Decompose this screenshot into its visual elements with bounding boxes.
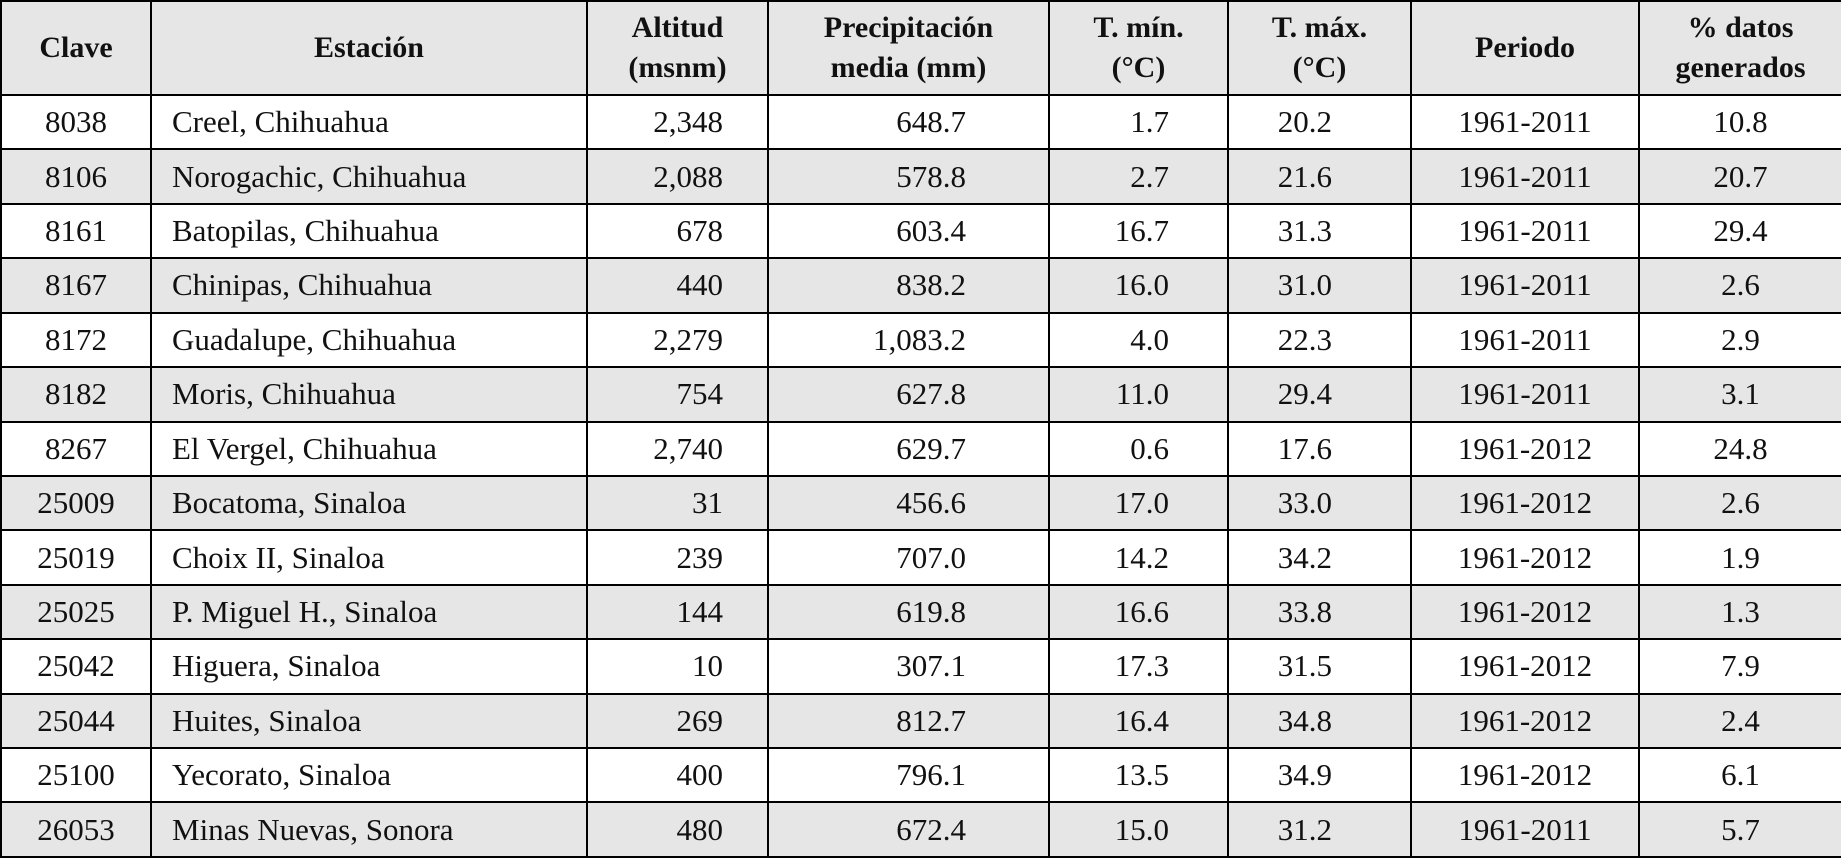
cell-estacion: Norogachic, Chihuahua — [151, 149, 587, 203]
cell-tmax: 34.9 — [1228, 748, 1411, 802]
cell-estacion: Yecorato, Sinaloa — [151, 748, 587, 802]
header-precipitacion: Precipitación media (mm) — [768, 1, 1049, 95]
cell-precipitacion: 578.8 — [768, 149, 1049, 203]
cell-tmax: 34.8 — [1228, 694, 1411, 748]
cell-estacion: Chinipas, Chihuahua — [151, 258, 587, 312]
table-header — [1, 1, 1841, 95]
cell-tmin: 13.5 — [1049, 748, 1228, 802]
cell-precipitacion: 627.8 — [768, 367, 1049, 421]
cell-tmax: 33.8 — [1228, 585, 1411, 639]
cell-altitud: 2,279 — [587, 313, 768, 367]
cell-clave: 8167 — [1, 258, 151, 312]
cell-estacion: P. Miguel H., Sinaloa — [151, 585, 587, 639]
cell-periodo: 1961-2012 — [1411, 694, 1639, 748]
cell-datos-generados: 3.1 — [1639, 367, 1841, 421]
cell-datos-generados: 29.4 — [1639, 204, 1841, 258]
cell-altitud: 2,740 — [587, 422, 768, 476]
table-row — [1, 639, 1841, 693]
cell-tmin: 2.7 — [1049, 149, 1228, 203]
cell-tmin: 16.0 — [1049, 258, 1228, 312]
cell-datos-generados: 1.9 — [1639, 530, 1841, 584]
cell-altitud: 480 — [587, 802, 768, 857]
cell-estacion: Huites, Sinaloa — [151, 694, 587, 748]
cell-clave: 26053 — [1, 802, 151, 857]
cell-altitud: 754 — [587, 367, 768, 421]
cell-clave: 8172 — [1, 313, 151, 367]
cell-estacion: Bocatoma, Sinaloa — [151, 476, 587, 530]
cell-precipitacion: 838.2 — [768, 258, 1049, 312]
table-row — [1, 313, 1841, 367]
cell-precipitacion: 796.1 — [768, 748, 1049, 802]
table-row — [1, 530, 1841, 584]
cell-altitud: 400 — [587, 748, 768, 802]
cell-estacion: Creel, Chihuahua — [151, 95, 587, 149]
header-clave: Clave — [1, 1, 151, 95]
table-row — [1, 258, 1841, 312]
cell-tmax: 31.3 — [1228, 204, 1411, 258]
table-row — [1, 476, 1841, 530]
cell-altitud: 2,088 — [587, 149, 768, 203]
cell-tmin: 11.0 — [1049, 367, 1228, 421]
header-periodo: Periodo — [1411, 1, 1639, 95]
cell-periodo: 1961-2012 — [1411, 530, 1639, 584]
cell-clave: 8267 — [1, 422, 151, 476]
table-row — [1, 802, 1841, 857]
header-estacion: Estación — [151, 1, 587, 95]
cell-datos-generados: 20.7 — [1639, 149, 1841, 203]
cell-altitud: 678 — [587, 204, 768, 258]
header-altitud: Altitud (msnm) — [587, 1, 768, 95]
cell-periodo: 1961-2012 — [1411, 422, 1639, 476]
cell-clave: 8038 — [1, 95, 151, 149]
cell-estacion: Batopilas, Chihuahua — [151, 204, 587, 258]
table-row — [1, 585, 1841, 639]
table-row — [1, 149, 1841, 203]
cell-clave: 25025 — [1, 585, 151, 639]
cell-clave: 25044 — [1, 694, 151, 748]
cell-altitud: 269 — [587, 694, 768, 748]
cell-tmax: 22.3 — [1228, 313, 1411, 367]
cell-tmax: 34.2 — [1228, 530, 1411, 584]
cell-datos-generados: 2.6 — [1639, 476, 1841, 530]
header-tmax: T. máx. (°C) — [1228, 1, 1411, 95]
cell-tmin: 16.4 — [1049, 694, 1228, 748]
cell-precipitacion: 456.6 — [768, 476, 1049, 530]
cell-clave: 8182 — [1, 367, 151, 421]
cell-datos-generados: 6.1 — [1639, 748, 1841, 802]
cell-clave: 8106 — [1, 149, 151, 203]
cell-periodo: 1961-2011 — [1411, 149, 1639, 203]
cell-tmin: 16.6 — [1049, 585, 1228, 639]
cell-periodo: 1961-2012 — [1411, 748, 1639, 802]
cell-datos-generados: 2.9 — [1639, 313, 1841, 367]
cell-tmax: 29.4 — [1228, 367, 1411, 421]
cell-precipitacion: 307.1 — [768, 639, 1049, 693]
cell-tmax: 33.0 — [1228, 476, 1411, 530]
table-row — [1, 422, 1841, 476]
cell-periodo: 1961-2011 — [1411, 367, 1639, 421]
table-row — [1, 694, 1841, 748]
cell-estacion: Choix II, Sinaloa — [151, 530, 587, 584]
table-row — [1, 748, 1841, 802]
cell-tmin: 14.2 — [1049, 530, 1228, 584]
cell-periodo: 1961-2012 — [1411, 476, 1639, 530]
cell-estacion: Moris, Chihuahua — [151, 367, 587, 421]
cell-periodo: 1961-2011 — [1411, 95, 1639, 149]
table-row — [1, 204, 1841, 258]
cell-datos-generados: 10.8 — [1639, 95, 1841, 149]
cell-precipitacion: 619.8 — [768, 585, 1049, 639]
cell-clave: 25042 — [1, 639, 151, 693]
header-row — [1, 1, 1841, 95]
cell-periodo: 1961-2012 — [1411, 639, 1639, 693]
cell-tmax: 31.2 — [1228, 802, 1411, 857]
cell-tmax: 20.2 — [1228, 95, 1411, 149]
cell-datos-generados: 1.3 — [1639, 585, 1841, 639]
cell-precipitacion: 707.0 — [768, 530, 1049, 584]
table-row — [1, 95, 1841, 149]
cell-periodo: 1961-2011 — [1411, 204, 1639, 258]
cell-altitud: 144 — [587, 585, 768, 639]
cell-datos-generados: 24.8 — [1639, 422, 1841, 476]
cell-tmin: 17.0 — [1049, 476, 1228, 530]
cell-tmin: 1.7 — [1049, 95, 1228, 149]
cell-datos-generados: 5.7 — [1639, 802, 1841, 857]
cell-precipitacion: 672.4 — [768, 802, 1049, 857]
cell-clave: 8161 — [1, 204, 151, 258]
cell-clave: 25100 — [1, 748, 151, 802]
cell-estacion: Minas Nuevas, Sonora — [151, 802, 587, 857]
cell-periodo: 1961-2011 — [1411, 802, 1639, 857]
cell-tmin: 16.7 — [1049, 204, 1228, 258]
cell-altitud: 31 — [587, 476, 768, 530]
cell-altitud: 2,348 — [587, 95, 768, 149]
cell-tmax: 21.6 — [1228, 149, 1411, 203]
header-tmin: T. mín. (°C) — [1049, 1, 1228, 95]
cell-precipitacion: 648.7 — [768, 95, 1049, 149]
cell-datos-generados: 2.4 — [1639, 694, 1841, 748]
header-datos-generados: % datos generados — [1639, 1, 1841, 95]
cell-periodo: 1961-2011 — [1411, 313, 1639, 367]
cell-clave: 25019 — [1, 530, 151, 584]
cell-tmin: 0.6 — [1049, 422, 1228, 476]
cell-precipitacion: 629.7 — [768, 422, 1049, 476]
cell-precipitacion: 1,083.2 — [768, 313, 1049, 367]
cell-tmin: 15.0 — [1049, 802, 1228, 857]
cell-precipitacion: 812.7 — [768, 694, 1049, 748]
cell-estacion: El Vergel, Chihuahua — [151, 422, 587, 476]
cell-tmin: 4.0 — [1049, 313, 1228, 367]
cell-periodo: 1961-2011 — [1411, 258, 1639, 312]
cell-datos-generados: 7.9 — [1639, 639, 1841, 693]
cell-altitud: 10 — [587, 639, 768, 693]
cell-altitud: 239 — [587, 530, 768, 584]
cell-estacion: Higuera, Sinaloa — [151, 639, 587, 693]
cell-tmax: 31.0 — [1228, 258, 1411, 312]
cell-datos-generados: 2.6 — [1639, 258, 1841, 312]
cell-tmax: 31.5 — [1228, 639, 1411, 693]
cell-estacion: Guadalupe, Chihuahua — [151, 313, 587, 367]
table-row — [1, 367, 1841, 421]
cell-periodo: 1961-2012 — [1411, 585, 1639, 639]
cell-tmin: 17.3 — [1049, 639, 1228, 693]
cell-precipitacion: 603.4 — [768, 204, 1049, 258]
table-body — [1, 95, 1841, 857]
cell-clave: 25009 — [1, 476, 151, 530]
cell-altitud: 440 — [587, 258, 768, 312]
cell-tmax: 17.6 — [1228, 422, 1411, 476]
